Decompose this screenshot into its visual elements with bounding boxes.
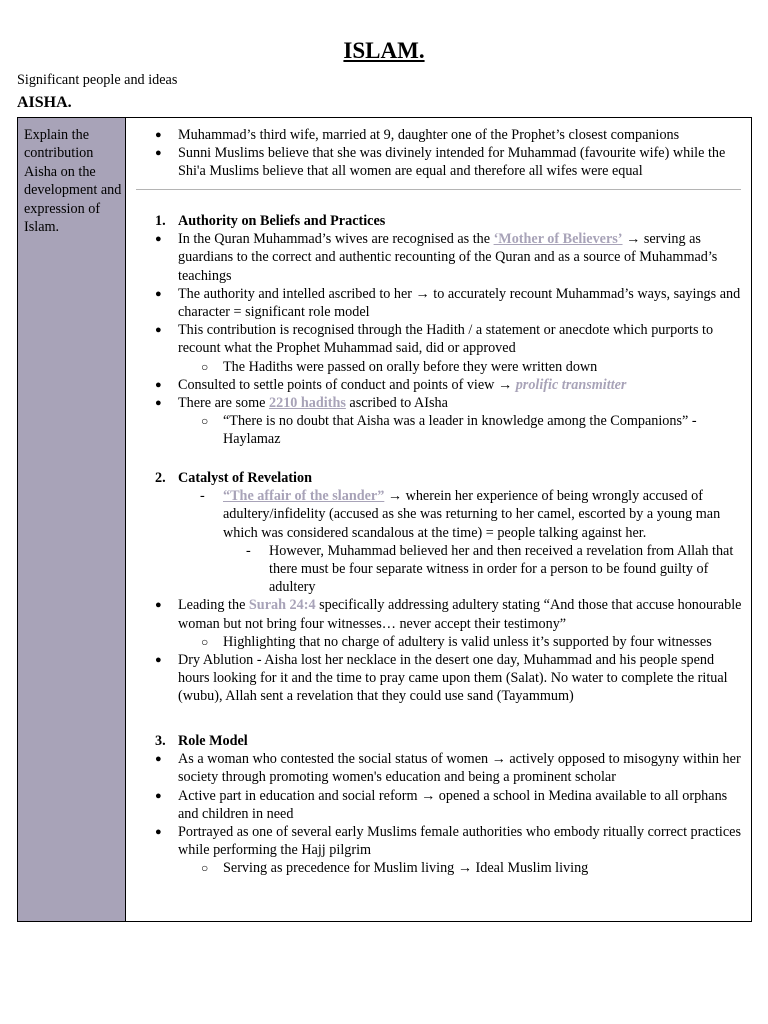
bullet-icon: ● — [155, 397, 162, 410]
prolific-transmitter-highlight: prolific transmitter — [515, 376, 627, 393]
list-item — [127, 321, 743, 357]
sub-list-item — [127, 859, 743, 877]
text: Portrayed as one of several early Muslims female authorities who embody ritually correct practices while performing the Hajj pilgrim — [178, 824, 741, 859]
list-item — [127, 394, 743, 412]
dash-list-item — [127, 487, 743, 542]
answer-column — [127, 118, 751, 921]
section-3-title: Role Model — [178, 733, 248, 749]
section-1-number: 1. — [155, 213, 166, 229]
intro-item-1: Muhammad’s third wife, married at 9, daughter one of the Prophet’s closest companions — [178, 127, 680, 143]
section-1-heading — [127, 212, 743, 230]
text: Dry Ablution - Aisha lost her necklace in the desert one day, Muhammad and his people spend hours looking for it and the time to pray came upon them (Salat). No water to complete the ritual (wubu), Allah sent a revelation that they could use sand (Tayammum) — [178, 652, 728, 705]
page-subtitle: Significant people and ideas — [17, 72, 178, 88]
text: The Hadiths were passed on orally before they were written down — [223, 358, 598, 375]
text: → serving as guardians to the correct and authentic recounting of the Quran and as a source of Muhammad’s teachings — [178, 231, 718, 284]
text: “There is no doubt that Aisha was a leader in knowledge among the Companions” - Haylamaz — [223, 413, 697, 448]
text: This contribution is recognised through the Hadith / a statement or anecdote which purports to recount what the Prophet Muhammad said, did or approved — [178, 322, 714, 357]
bullet-icon: ● — [155, 378, 162, 391]
surah-highlight: Surah 24:4 — [248, 597, 316, 614]
mother-of-believers-highlight: ‘Mother of Believers’ — [493, 231, 623, 248]
text: specifically addressing adultery stating “And those that accuse honourable woman but not bring four witnesses… never accept their testimony” — [178, 597, 742, 632]
list-item — [127, 787, 743, 823]
bullet-icon: ● — [155, 654, 162, 667]
text: There are some — [178, 395, 269, 412]
list-item — [127, 823, 743, 859]
intro-list — [127, 126, 743, 181]
text: However, Muhammad believed her and then received a revelation from Allah that there must be four separate witness in order for a person to be found guilty of adultery — [269, 542, 734, 596]
bullet-icon: ● — [155, 599, 162, 612]
section-2 — [127, 469, 743, 706]
sub-list-item — [127, 412, 743, 448]
circle-bullet-icon: ○ — [201, 414, 209, 429]
bullet-icon: ● — [155, 233, 162, 246]
circle-bullet-icon: ○ — [201, 861, 209, 876]
section-1 — [127, 212, 743, 449]
text: As a woman who contested the social status of women → actively opposed to misogyny within her society through promoting women's education and being a prominent scholar — [178, 751, 741, 786]
section-2-title: Catalyst of Revelation — [178, 470, 312, 486]
question-column — [18, 118, 126, 921]
list-item — [127, 750, 743, 786]
list-item — [127, 230, 743, 285]
text: The authority and intelled ascribed to her → to accurately recount Muhammad’s ways, sayings and character = significant role model — [178, 285, 741, 321]
question-text: Explain the contribution Aisha on the development and expression of Islam. — [24, 127, 122, 236]
bullet-icon: ● — [155, 287, 162, 300]
page-title: ISLAM. — [343, 38, 425, 63]
text: Consulted to settle points of conduct and points of view → — [178, 376, 516, 393]
hadiths-count-highlight: 2210 hadiths — [269, 395, 346, 412]
section-1-title: Authority on Beliefs and Practices — [178, 213, 386, 229]
dash-icon: - — [246, 542, 251, 559]
nested-dash-list-item — [127, 542, 743, 597]
bullet-icon: ● — [155, 753, 162, 766]
content-table — [17, 117, 752, 922]
list-item — [127, 376, 743, 394]
circle-bullet-icon: ○ — [201, 359, 209, 374]
bullet-icon: ● — [155, 147, 162, 160]
sub-list-item — [127, 633, 743, 651]
text: → wherein her experience of being wrongly accused of adultery/infidelity (accused as she was returning to her camel, escorted by a young man which was considered scandalous at the time) = people talking against her. — [223, 488, 721, 541]
list-item — [127, 126, 743, 144]
bullet-icon: ● — [155, 324, 162, 337]
bullet-icon: ● — [155, 826, 162, 839]
section-heading: AISHA. — [17, 94, 72, 111]
section-2-heading — [127, 469, 743, 487]
text: ascribed to AIsha — [345, 395, 448, 412]
list-item — [127, 285, 743, 321]
sub-list-item — [127, 358, 743, 376]
section-3-heading — [127, 732, 743, 750]
list-item — [127, 596, 743, 632]
text: Highlighting that no charge of adultery is valid unless it’s supported by four witnesses — [223, 633, 712, 650]
intro-item-2: Sunni Muslims believe that she was divinely intended for Muhammad (favourite wife) while the Shi'a Muslims believe that all women are equal and therefore all wifes were equal — [178, 145, 726, 180]
dash-icon: - — [200, 488, 205, 505]
text: Active part in education and social reform → opened a school in Medina available to all orphans and children in need — [178, 787, 728, 822]
text: Serving as precedence for Muslim living → Ideal Muslim living — [223, 860, 589, 877]
circle-bullet-icon: ○ — [201, 634, 209, 649]
divider — [136, 189, 741, 190]
section-2-number: 2. — [155, 470, 166, 486]
list-item — [127, 651, 743, 706]
bullet-icon: ● — [155, 789, 162, 802]
section-3 — [127, 732, 743, 878]
bullet-icon: ● — [155, 129, 162, 141]
section-3-number: 3. — [155, 733, 166, 749]
list-item — [127, 144, 743, 180]
text: Leading the — [178, 597, 249, 614]
text: In the Quran Muhammad’s wives are recognised as the — [178, 231, 494, 248]
affair-of-slander-highlight: “The affair of the slander” — [223, 488, 385, 505]
